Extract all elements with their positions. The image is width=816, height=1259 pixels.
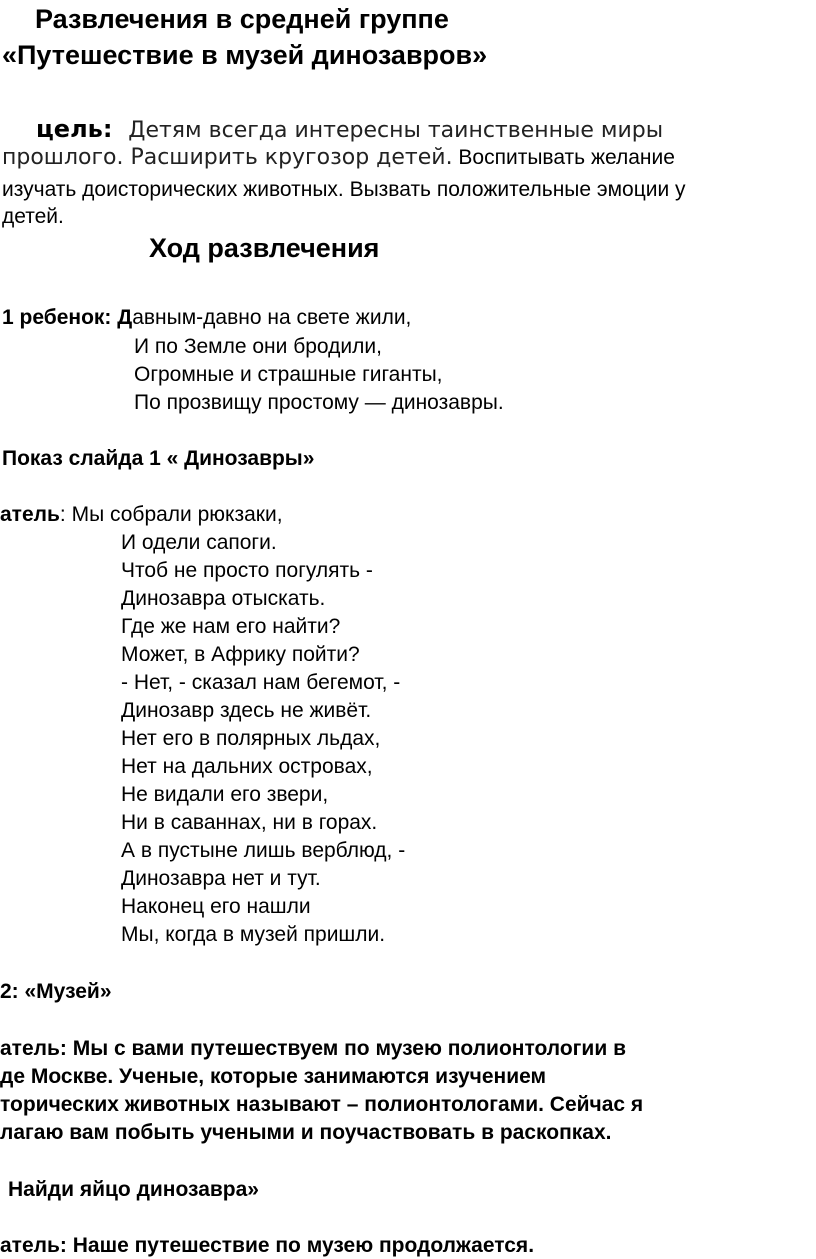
- slide-1-label: Показ слайда 1 « Динозавры»: [2, 447, 315, 470]
- page-title-line-1: Развлечения в средней группе: [35, 4, 449, 34]
- teacher2-line-2: де Москве. Ученые, которые занимаются изучением: [0, 1065, 547, 1088]
- poem-line: Нет его в полярных льдах,: [121, 727, 381, 750]
- slide-2-label: 2: «Музей»: [0, 980, 112, 1003]
- poem-line: Динозавр здесь не живёт.: [121, 699, 372, 722]
- teacher1-line-1: [0, 502, 283, 528]
- goal-line-2: [2, 145, 675, 171]
- child1-speaker: 1 ребенок: Д: [2, 306, 133, 329]
- teacher3-line: атель: Наше путешествие по музею продолжается.: [0, 1234, 535, 1257]
- goal-text-2b: Воспитывать желание: [458, 146, 675, 169]
- poem-line: Мы, когда в музей пришли.: [121, 923, 386, 946]
- poem-line: Чтоб не просто погулять -: [121, 559, 373, 582]
- poem-line: А в пустыне лишь верблюд, -: [121, 839, 406, 862]
- poem-line: - Нет, - сказал нам бегемот, -: [121, 671, 401, 694]
- poem-line: Нет на дальних островах,: [121, 755, 373, 778]
- poem-line: Не видали его звери,: [121, 783, 329, 806]
- poem-line: Динозавра нет и тут.: [121, 867, 321, 890]
- teacher1-speaker: атель: [0, 503, 60, 526]
- game-title: Найди яйцо динозавра»: [8, 1178, 259, 1201]
- teacher1-first: : Мы собрали рюкзаки,: [59, 503, 283, 526]
- child1-line-3: Огромные и страшные гиганты,: [134, 363, 443, 386]
- teacher2-line-3: торических животных называют – полионтологами. Сейчас я: [0, 1093, 644, 1116]
- goal-line-3: изучать доисторических животных. Вызвать положительные эмоции у: [2, 178, 686, 201]
- child1-text-1: авным-давно на свете жили,: [132, 306, 412, 329]
- goal-line-1: [36, 113, 663, 147]
- child1-line-2: И по Земле они бродили,: [134, 335, 382, 358]
- poem-line: И одели сапоги.: [121, 531, 277, 554]
- section-title: Ход развлечения: [149, 233, 380, 263]
- teacher2-line-1: атель: Мы с вами путешествуем по музею полионтологии в: [0, 1037, 626, 1060]
- teacher2-line-4: лагаю вам побыть учеными и поучаствовать в раскопках.: [0, 1121, 612, 1144]
- poem-line: Где же нам его найти?: [121, 615, 341, 638]
- child1-line-4: По прозвищу простому — динозавры.: [134, 391, 504, 414]
- goal-line-4: детей.: [2, 205, 64, 228]
- poem-line: Наконец его нашли: [121, 895, 311, 918]
- goal-text-1: Детям всегда интересны таинственные миры: [128, 118, 664, 143]
- goal-text-2a: прошлого. Расширить кругозор детей.: [2, 145, 453, 170]
- poem-line: Может, в Африку пойти?: [121, 643, 360, 666]
- child1-line-1: [2, 305, 411, 331]
- goal-label: цель:: [36, 115, 113, 143]
- poem-line: Динозавра отыскать.: [121, 587, 326, 610]
- poem-line: Ни в саваннах, ни в горах.: [121, 811, 378, 834]
- page-title-line-2: «Путешествие в музей динозавров»: [2, 40, 488, 70]
